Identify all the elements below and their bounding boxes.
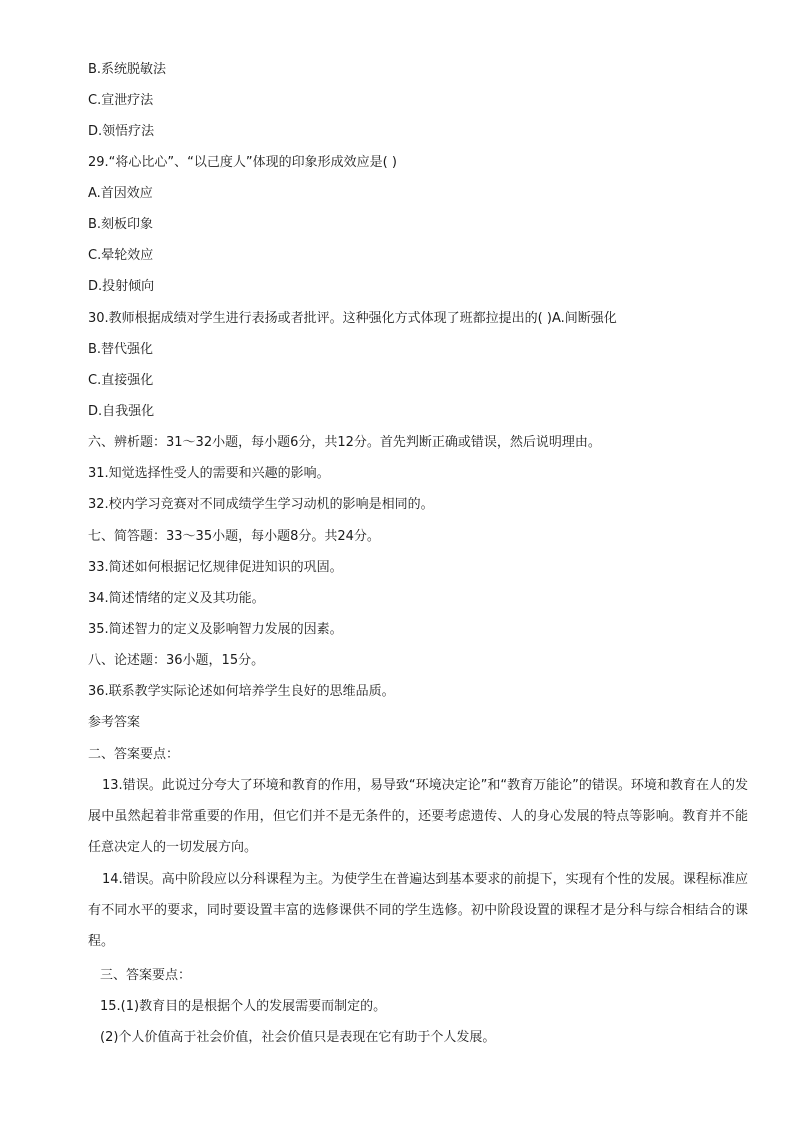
- section-6-heading: 六、辨析题：31～32小题，每小题6分，共12分。首先判断正确或错误，然后说明理由。: [88, 435, 601, 450]
- option-b-desensitization: B.系统脱敏法: [88, 62, 167, 77]
- answer-13-paragraph: 13.错误。此说过分夸大了环境和教育的作用，易导致“环境决定论”和“教育万能论”的错误。环境和教育在人的发展中虽然起着非常重要的作用，但它们并不是无条件的，还要考虑遗传、人的身心发展的特点等影响。教育并不能任意决定人的一切发展方向。: [88, 778, 748, 855]
- answer-15-point-1: 15.(1)教育目的是根据个人的发展需要而制定的。: [100, 999, 387, 1014]
- reference-answers-heading: 参考答案: [88, 715, 141, 730]
- question-29: 29.“将心比心”、“以己度人”体现的印象形成效应是( ): [88, 155, 397, 170]
- q29-option-b: B.刻板印象: [88, 217, 154, 232]
- answer-14-paragraph: 14.错误。高中阶段应以分科课程为主。为使学生在普遍达到基本要求的前提下，实现有个性的发展。课程标准应有不同水平的要求，同时要设置丰富的选修课供不同的学生选修。初中阶段设置的课程才是分科与综合相结合的课程。: [88, 872, 748, 949]
- question-33: 33.简述如何根据记忆规律促进知识的巩固。: [88, 560, 343, 575]
- answer-15-point-2: (2)个人价值高于社会价值，社会价值只是表现在它有助于个人发展。: [100, 1030, 496, 1045]
- q29-option-c: C.晕轮效应: [88, 248, 154, 263]
- question-35: 35.简述智力的定义及影响智力发展的因素。: [88, 622, 343, 637]
- question-30: 30.教师根据成绩对学生进行表扬或者批评。这种强化方式体现了班都拉提出的( )A.间断强化: [88, 311, 617, 326]
- question-36: 36.联系教学实际论述如何培养学生良好的思维品质。: [88, 684, 395, 699]
- option-d-insight: D.领悟疗法: [88, 124, 155, 139]
- answers-section-3-heading: 三、答案要点：: [100, 968, 192, 983]
- q30-option-b: B.替代强化: [88, 342, 154, 357]
- q29-option-a: A.首因效应: [88, 186, 153, 201]
- question-34: 34.简述情绪的定义及其功能。: [88, 591, 265, 606]
- option-c-catharsis: C.宣泄疗法: [88, 93, 154, 108]
- question-31: 31.知觉选择性受人的需要和兴趣的影响。: [88, 466, 330, 481]
- section-7-heading: 七、简答题：33～35小题，每小题8分。共24分。: [88, 529, 380, 544]
- q29-option-d: D.投射倾向: [88, 279, 155, 294]
- q30-option-c: C.直接强化: [88, 373, 154, 388]
- question-32: 32.校内学习竞赛对不同成绩学生学习动机的影响是相同的。: [88, 497, 434, 512]
- q30-option-d: D.自我强化: [88, 404, 155, 419]
- section-8-heading: 八、论述题：36小题，15分。: [88, 653, 265, 668]
- answers-section-2-heading: 二、答案要点：: [88, 747, 180, 762]
